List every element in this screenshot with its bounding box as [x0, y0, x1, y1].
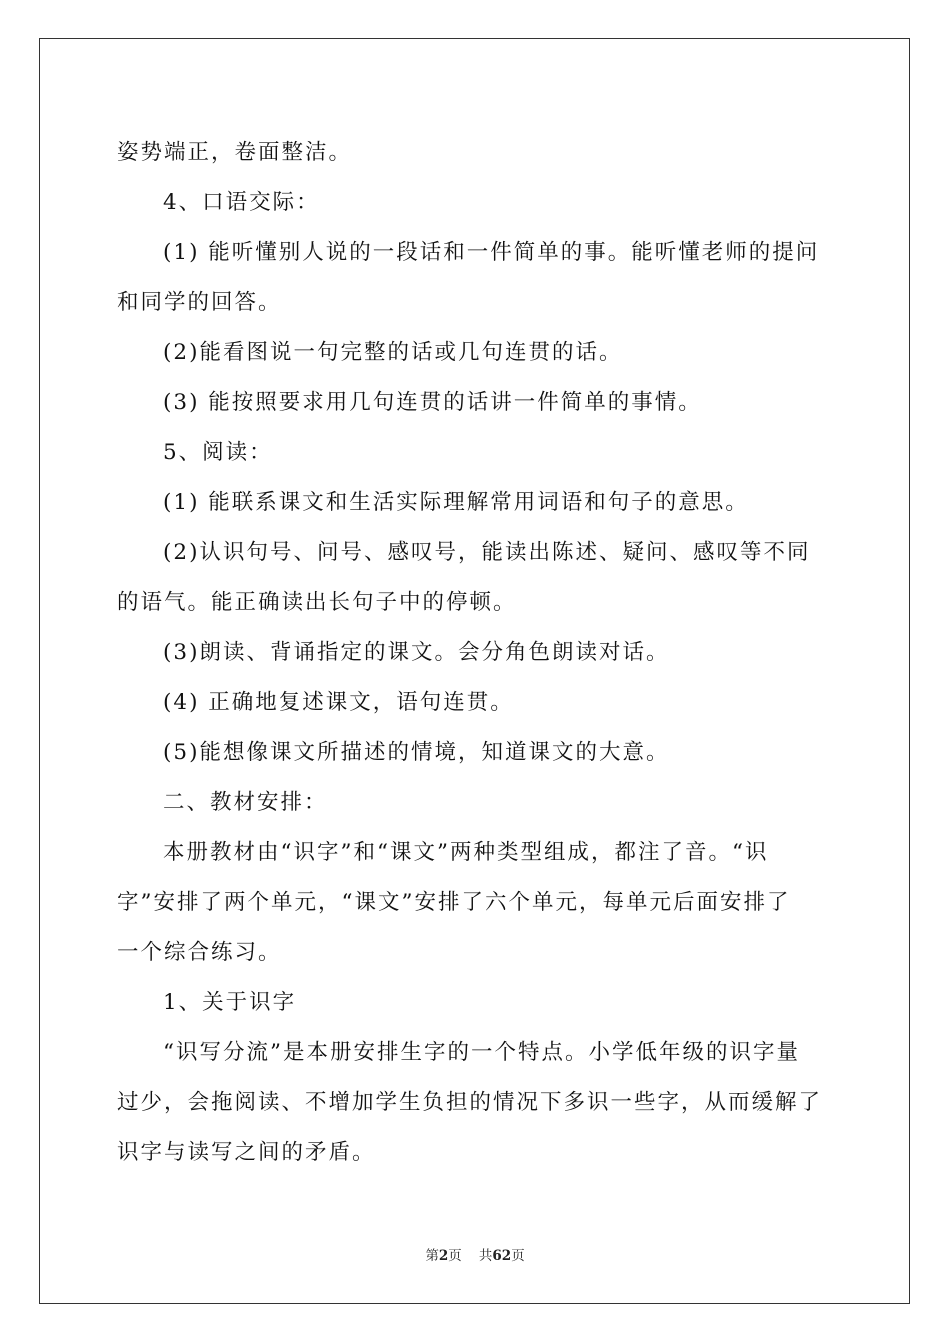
text-line: 二、教材安排：: [163, 790, 328, 815]
footer-page-suffix: 页: [448, 1248, 462, 1264]
text-line: 一个综合练习。: [117, 940, 282, 965]
document-body: [117, 128, 835, 1178]
text-line: (3)朗读、背诵指定的课文。会分角色朗读对话。: [163, 640, 670, 665]
text-line: 姿势端正，卷面整洁。: [117, 140, 353, 165]
text-line: 5、阅读：: [163, 440, 273, 465]
footer-total-suffix: 页: [511, 1248, 525, 1264]
text-line: “识写分流”是本册安排生字的一个特点。小学低年级的识字量: [163, 1040, 800, 1065]
page-footer: [0, 1246, 950, 1266]
text-line: (1) 能联系课文和生活实际理解常用词语和句子的意思。: [163, 490, 749, 515]
footer-total-pages: 62: [492, 1248, 512, 1264]
text-line: (4) 正确地复述课文，语句连贯。: [163, 690, 514, 715]
footer-total-prefix: 共: [478, 1248, 493, 1264]
footer-current-page: 2: [438, 1248, 449, 1264]
text-line: 1、关于识字: [163, 990, 297, 1015]
text-line: 的语气。能正确读出长句子中的停顿。: [117, 590, 517, 615]
text-line: 字”安排了两个单元，“课文”安排了六个单元，每单元后面安排了: [117, 890, 791, 915]
footer-prefix: 第: [425, 1248, 439, 1264]
text-line: 4、口语交际：: [163, 190, 320, 215]
text-line: 识字与读写之间的矛盾。: [117, 1140, 376, 1165]
text-line: (2)认识句号、问号、感叹号，能读出陈述、疑问、感叹等不同: [163, 540, 811, 565]
text-line: 和同学的回答。: [117, 290, 282, 315]
text-line: 过少，会拖阅读、不增加学生负担的情况下多识一些字，从而缓解了: [117, 1090, 823, 1115]
text-line: 本册教材由“识字”和“课文”两种类型组成，都注了音。“识: [163, 840, 769, 865]
text-line: (5)能想像课文所描述的情境，知道课文的大意。: [163, 740, 670, 765]
text-line: (1) 能听懂别人说的一段话和一件简单的事。能听懂老师的提问: [163, 240, 820, 265]
text-line: (2)能看图说一句完整的话或几句连贯的话。: [163, 340, 623, 365]
text-line: (3) 能按照要求用几句连贯的话讲一件简单的事情。: [163, 390, 702, 415]
